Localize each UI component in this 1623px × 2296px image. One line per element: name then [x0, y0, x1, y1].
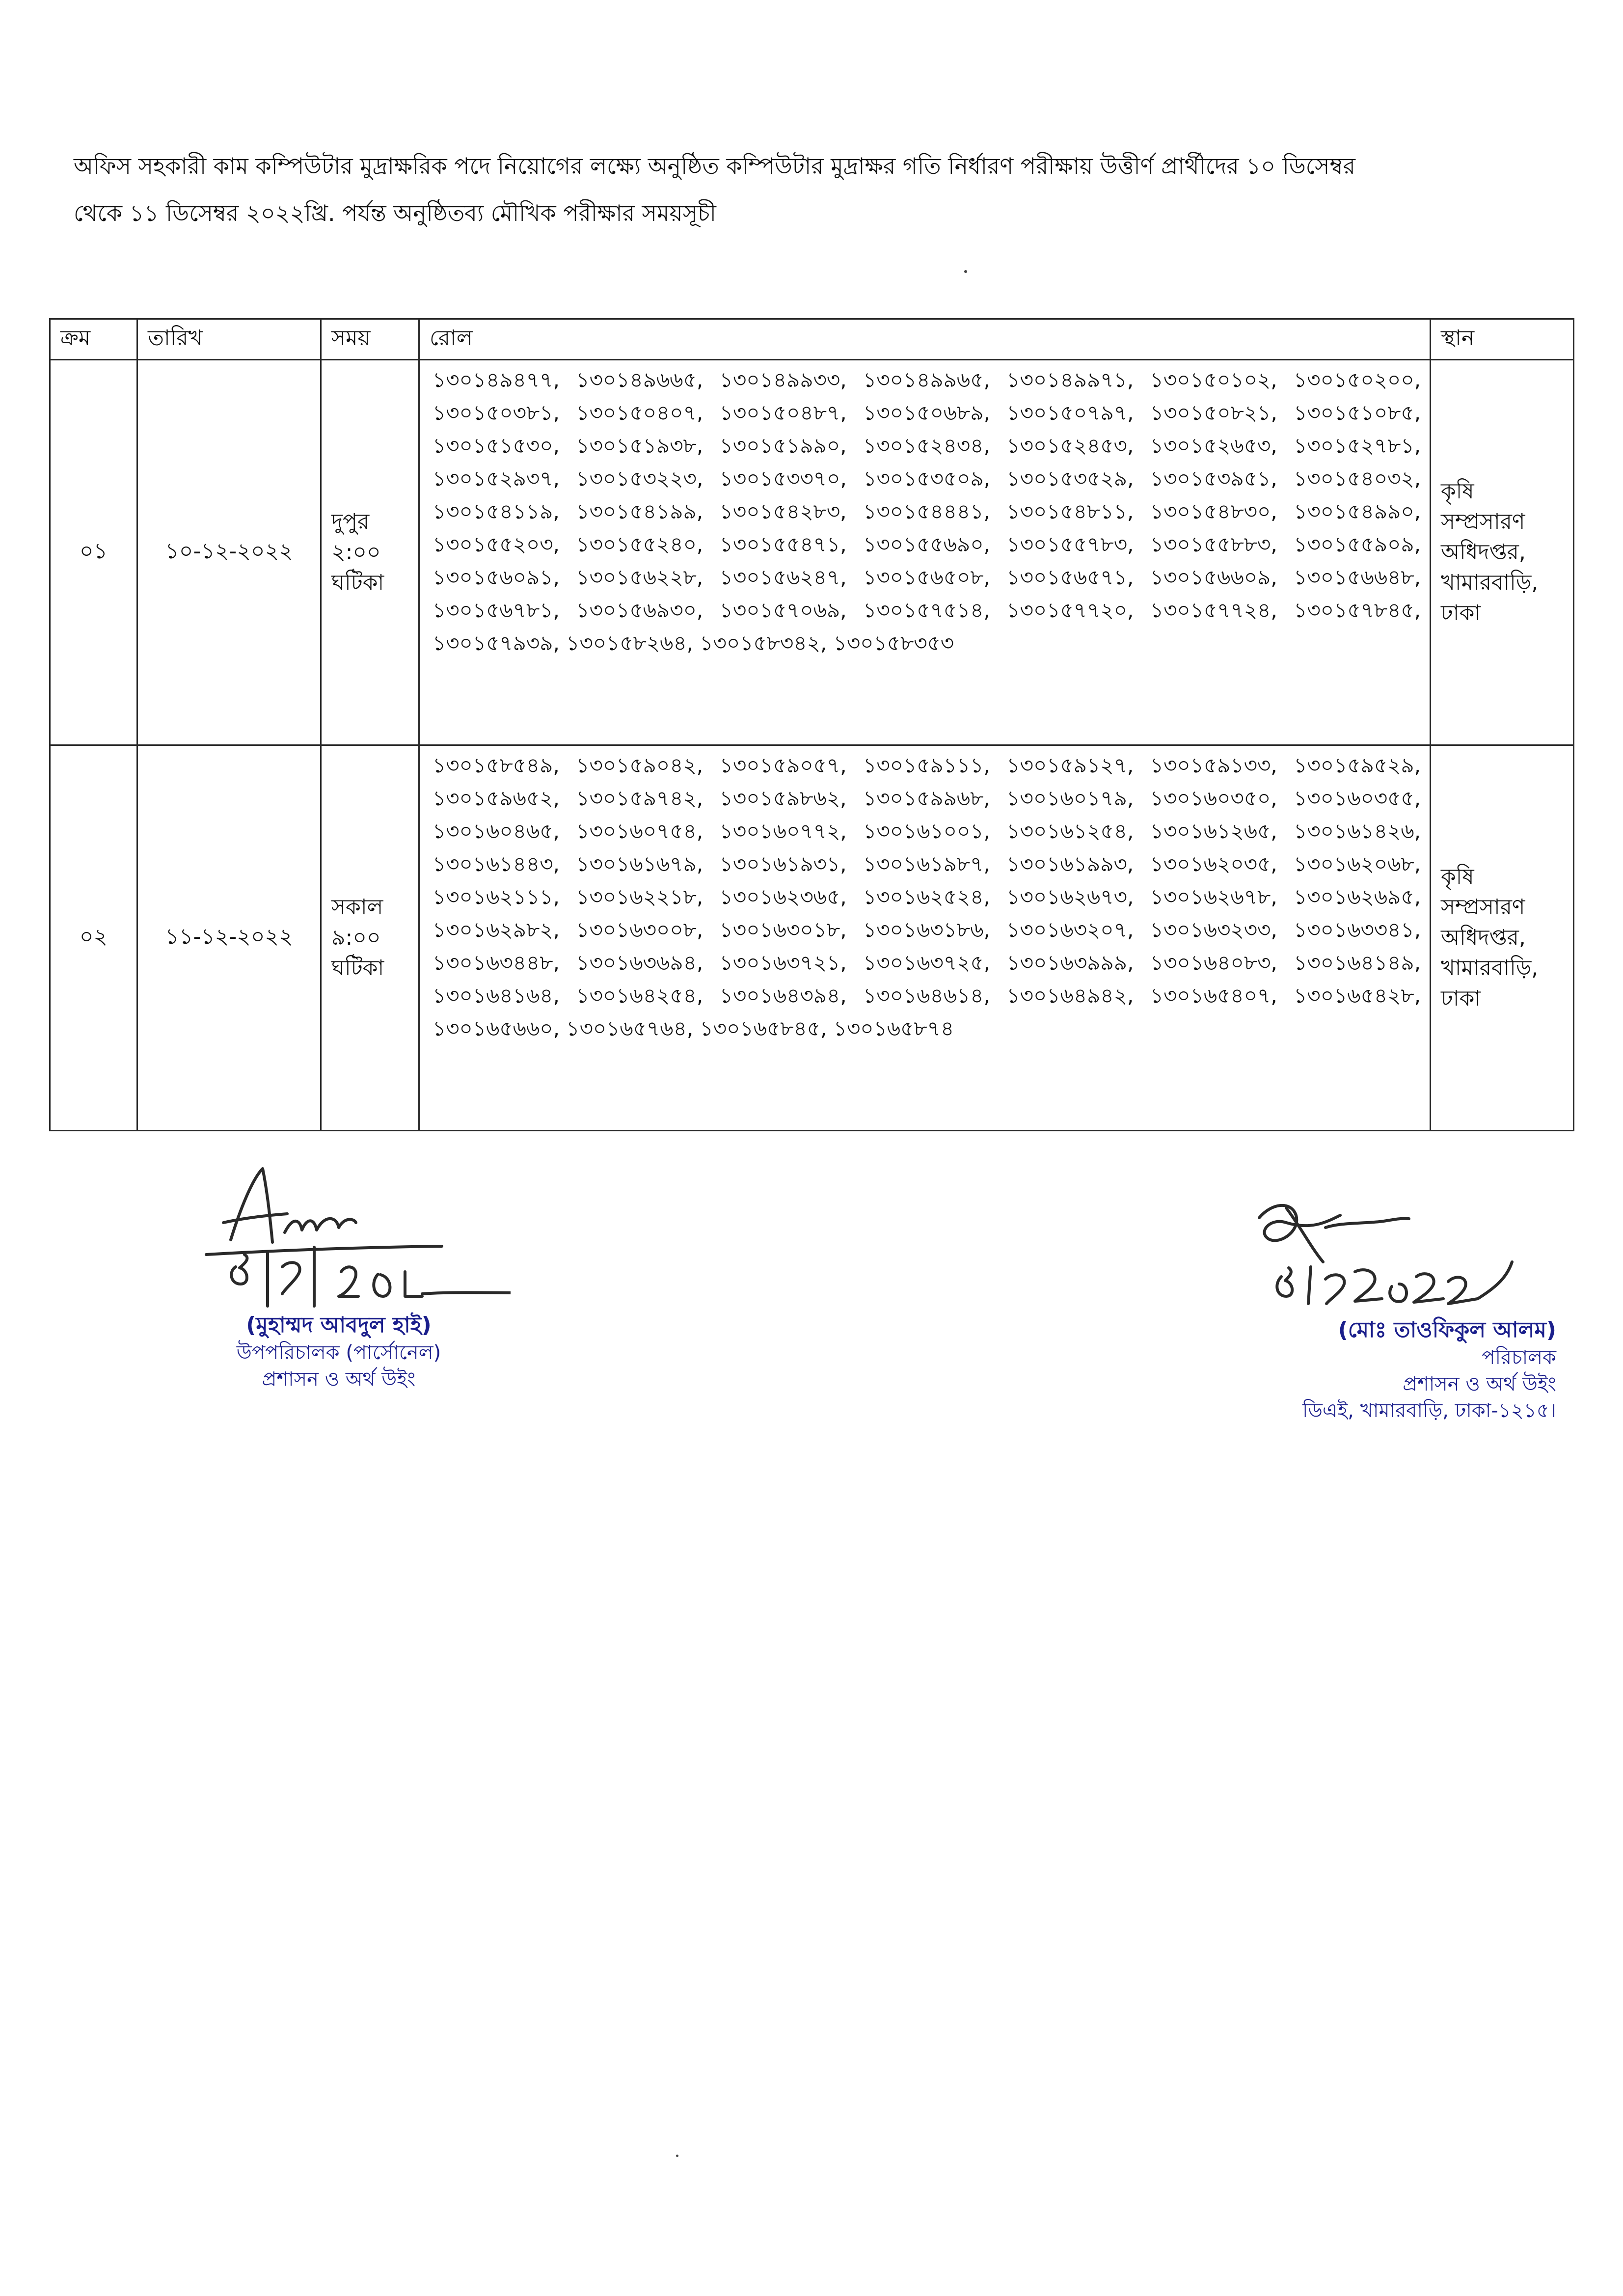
header-time: সময়: [321, 319, 419, 360]
header-roll: রোল: [419, 319, 1431, 360]
date-cell: ১১-১২-২০২২: [137, 745, 321, 1131]
signatory-name-left: (মুহাম্মদ আবদুল হাই): [246, 1312, 432, 1338]
venue-line: খামারবাড়ি,: [1441, 956, 1539, 981]
handwritten-signature-right: [1213, 1188, 1556, 1316]
signatory-name-right: (মোঃ তাওফিকুল আলম): [1338, 1317, 1556, 1342]
time-cell: [321, 360, 419, 745]
time-period: সকাল: [331, 895, 383, 920]
table-header-row: [50, 319, 1574, 360]
table-row: [50, 360, 1574, 745]
venue-cell: [1431, 745, 1574, 1131]
time-value: ২:০০: [331, 540, 381, 565]
signature-block-right: [1213, 1188, 1556, 1424]
venue-line: অধিদপ্তর,: [1441, 925, 1526, 950]
time-unit: ঘটিকা: [331, 570, 384, 595]
venue-cell: [1431, 360, 1574, 745]
handwritten-signature-left: [167, 1149, 511, 1311]
roll-cell: [419, 360, 1431, 745]
venue-line: অধিদপ্তর,: [1441, 540, 1526, 565]
table-row: [50, 745, 1574, 1131]
heading-line-2: থেকে ১১ ডিসেম্বর ২০২২খ্রি. পর্যন্ত অনুষ্ঠিতব্য মৌখিক পরীক্ষার সময়সূচী: [74, 200, 716, 226]
time-value: ৯:০০: [331, 925, 381, 950]
heading-line-1: অফিস সহকারী কাম কম্পিউটার মুদ্রাক্ষরিক পদে নিয়োগের লক্ষ্যে অনুষ্ঠিত কম্পিউটার মুদ্রাক্ষর গতি নির্ধারণ পরীক্ষায় উত্তীর্ণ প্রার্থীদের ১০ ডিসেম্বর: [74, 153, 1355, 179]
time-period: দুপুর: [331, 509, 370, 534]
venue-line: সম্প্রসারণ: [1441, 509, 1525, 534]
venue-line: ঢাকা: [1441, 601, 1481, 626]
signatory-wing-right: প্রশাসন ও অর্থ উইং: [1403, 1373, 1556, 1395]
signatory-wing-left: প্রশাসন ও অর্থ উইং: [262, 1368, 416, 1391]
serial-cell: ০১: [50, 360, 137, 745]
date-cell: ১০-১২-২০২২: [137, 360, 321, 745]
document-heading: [74, 142, 1527, 237]
time-cell: [321, 745, 419, 1131]
venue-line: সম্প্রসারণ: [1441, 895, 1525, 920]
signatory-designation-right: পরিচালক: [1482, 1346, 1556, 1369]
venue-line: খামারবাড়ি,: [1441, 570, 1539, 595]
venue-line: ঢাকা: [1441, 986, 1481, 1011]
viva-schedule-table: [49, 318, 1574, 1131]
venue-line: কৃষি: [1441, 479, 1474, 504]
roll-number-list: ১৩০১৫৮৫৪৯, ১৩০১৫৯০৪২, ১৩০১৫৯০৫৭, ১৩০১৫৯১১১, ১৩০১৫৯১২৭, ১৩০১৫৯১৩৩, ১৩০১৫৯৫২৯, ১৩০১৫৯৬৫২, ১৩০১৫৯৭৪২, ১৩০১৫৯৮৬২, ১৩০১৫৯৯৬৮, ১৩০১৬০১৭৯, ১৩০১৬০৩৫০, ১৩০১৬০৩৫৫, ১৩০১৬০৪৬৫, ১৩০১৬০৭৫৪, ১৩০১৬০৭৭২, ১৩০১৬১০০১, ১৩০১৬১২৫৪, ১৩০১৬১২৬৫, ১৩০১৬১৪২৬, ১৩০১৬১৪৪৩, ১৩০১৬১৬৭৯, ১৩০১৬১৯৩১, ১৩০১৬১৯৮৭, ১৩০১৬১৯৯৩, ১৩০১৬২০৩৫, ১৩০১৬২০৬৮, ১৩০১৬২১১১, ১৩০১৬২২১৮, ১৩০১৬২৩৬৫, ১৩০১৬২৫২৪, ১৩০১৬২৬৭৩, ১৩০১৬২৬৭৮, ১৩০১৬২৬৯৫, ১৩০১৬২৯৮২, ১৩০১৬৩০০৮, ১৩০১৬৩০১৮, ১৩০১৬৩১৮৬, ১৩০১৬৩২০৭, ১৩০১৬৩২৩৩, ১৩০১৬৩৩৪১, ১৩০১৬৩৪৪৮, ১৩০১৬৩৬৯৪, ১৩০১৬৩৭২১, ১৩০১৬৩৭২৫, ১৩০১৬৩৯৯৯, ১৩০১৬৪০৮৩, ১৩০১৬৪১৪৯, ১৩০১৬৪১৬৪, ১৩০১৬৪২৫৪, ১৩০১৬৪৩৯৪, ১৩০১৬৪৬১৪, ১৩০১৬৪৯৪২, ১৩০১৬৫৪০৭, ১৩০১৬৫৪২৮, ১৩০১৬৫৬৬০, ১৩০১৬৫৭৬৪, ১৩০১৬৫৮৪৫, ১৩০১৬৫৮৭৪: [433, 753, 1421, 1040]
time-unit: ঘটিকা: [331, 956, 384, 981]
signatory-designation-left: উপপরিচালক (পার্সোনেল): [236, 1341, 441, 1364]
serial-cell: ০২: [50, 745, 137, 1131]
scan-speck: [676, 2155, 678, 2157]
signatory-office-right: ডিএই, খামারবাড়ি, ঢাকা-১২১৫।: [1302, 1399, 1556, 1422]
header-serial: ক্রম: [50, 319, 137, 360]
venue-line: কৃষি: [1441, 864, 1474, 889]
scan-speck: [964, 270, 967, 273]
header-venue: স্থান: [1431, 319, 1574, 360]
signature-block-left: [167, 1149, 511, 1393]
roll-cell: [419, 745, 1431, 1131]
header-date: তারিখ: [137, 319, 321, 360]
roll-number-list: ১৩০১৪৯৪৭৭, ১৩০১৪৯৬৬৫, ১৩০১৪৯৯৩৩, ১৩০১৪৯৯৬৫, ১৩০১৪৯৯৭১, ১৩০১৫০১০২, ১৩০১৫০২০০, ১৩০১৫০৩৮১, ১৩০১৫০৪০৭, ১৩০১৫০৪৮৭, ১৩০১৫০৬৮৯, ১৩০১৫০৭৯৭, ১৩০১৫০৮২১, ১৩০১৫১০৮৫, ১৩০১৫১৫৩০, ১৩০১৫১৯৩৮, ১৩০১৫১৯৯০, ১৩০১৫২৪৩৪, ১৩০১৫২৪৫৩, ১৩০১৫২৬৫৩, ১৩০১৫২৭৮১, ১৩০১৫২৯৩৭, ১৩০১৫৩২২৩, ১৩০১৫৩৩৭০, ১৩০১৫৩৫০৯, ১৩০১৫৩৫২৯, ১৩০১৫৩৯৫১, ১৩০১৫৪০৩২, ১৩০১৫৪১১৯, ১৩০১৫৪১৯৯, ১৩০১৫৪২৮৩, ১৩০১৫৪৪৪১, ১৩০১৫৪৮১১, ১৩০১৫৪৮৩০, ১৩০১৫৪৯৯০, ১৩০১৫৫২০৩, ১৩০১৫৫২৪০, ১৩০১৫৫৪৭১, ১৩০১৫৫৬৯০, ১৩০১৫৫৭৮৩, ১৩০১৫৫৮৮৩, ১৩০১৫৫৯০৯, ১৩০১৫৬০৯১, ১৩০১৫৬২২৮, ১৩০১৫৬২৪৭, ১৩০১৫৬৫০৮, ১৩০১৫৬৫৭১, ১৩০১৫৬৬০৯, ১৩০১৫৬৬৪৮, ১৩০১৫৬৭৮১, ১৩০১৫৬৯৩০, ১৩০১৫৭০৬৯, ১৩০১৫৭৫১৪, ১৩০১৫৭৭২০, ১৩০১৫৭৭২৪, ১৩০১৫৭৮৪৫, ১৩০১৫৭৯৩৯, ১৩০১৫৮২৬৪, ১৩০১৫৮৩৪২, ১৩০১৫৮৩৫৩: [433, 368, 1421, 655]
